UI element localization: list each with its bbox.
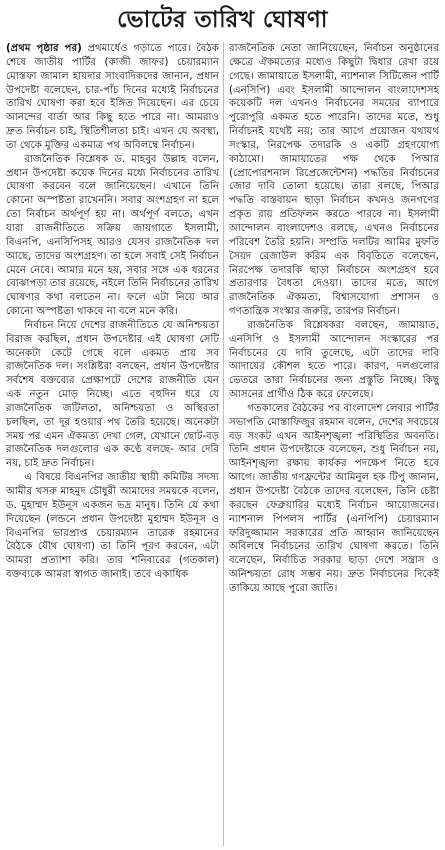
article-column-right bbox=[229, 42, 439, 846]
paragraph: রাজনৈতিক নেতা জানিয়েছেন, নির্বাচন অনুষ্ঠানের ক্ষেত্রে ঐকমত্যের মধ্যেও কিছুটা দ্বিধার রেখা রয়ে গেছে। জামায়াতে ইসলামী, ন্যাশনাল সিটিজেন পার্টি (এনসিপি) এবং ইসলামী আন্দোলন বাংলাদেশসহ কয়েকটি দল এখনও নির্বাচনের সময়ের ব্যাপারে পুরোপুরি একমত হতে পারেনি। তাদের মতে, শুধু নির্বাচনই যথেষ্ট নয়; তার আগে প্রয়োজন যথাযথ সংস্কার, নিরপেক্ষ তদারকি ও একটি গ্রহণযোগ্য কাঠামো। জামায়াতের পক্ষ থেকে পিআর (প্রোপোরশনাল রিপ্রেজেন্টেশন) পদ্ধতির নির্বাচনের জোর দাবি তোলা হয়েছে। তারা বলছে, পিআর পদ্ধতি বাস্তবায়ন ছাড়া নির্বাচন কখনও জনগণের প্রকৃত রায় প্রতিফলন করতে পারবে না। ইসলামী আন্দোলন বাংলাদেশও বলছে, এখনও নির্বাচনের পরিবেশ তৈরি হয়নি। সম্প্রতি দলটির আমির মুফতি সৈয়দ রেজাউল করিম এক বিবৃতিতে বলেছেন, নিরপেক্ষ তদারকি ছাড়া নির্বাচনে অংশগ্রহণ হবে প্রতারণার বৈধতা দেওয়া। তাদের মতে, আগে রাজনৈতিক ঐকমত্য, বিশ্বাসযোগ্য প্রশাসন ও গণতান্ত্রিক সংস্কার জরুরি, তারপর নির্বাচন। bbox=[229, 43, 439, 318]
paragraph: এ বিষয়ে বিএনপির জাতীয় স্থায়ী কমিটির সদস্য আমীর খসরু মাহমুদ চৌধুরী আমাদের সময়কে বলেন, ড. মুহাম্মদ ইউনূস একজন ভদ্র মানুষ। তিনি যে কথা দিয়েছেন (লন্ডনে প্রধান উপদেষ্টা মুহাম্মদ ইউনূস ও বিএনপির ভারপ্রাপ্ত চেয়ারম্যান তারেক রহমানের বৈঠকে যৌথ ঘোষণা) তা তিনি পূরণ করবেন, এটা আমরা প্রত্যাশা করি। তার শনিবারের (গতকাল) বক্তব্যকে আমরা স্বাগত জানাই। তবে একাধিক bbox=[6, 472, 219, 581]
continuation-tag: (প্রথম পৃষ্ঠার পর) bbox=[6, 43, 82, 54]
column-divider bbox=[223, 42, 224, 846]
article-column-left bbox=[6, 42, 219, 846]
paragraph: গতকালের বৈঠকের পর বাংলাদেশ লেবার পার্টির সভাপতি মোস্তাফিজুর রহমান বলেন, দেশের সবচেয়ে বড় সংকট এখন আইনশৃঙ্খলা পরিস্থিতির অবনতি। তিনি প্রধান উপদেষ্টাকে বলেছেন, শুধু নির্বাচন নয়, আইনশৃঙ্খলা রক্ষায় কার্যকর পদক্ষেপ নিতে হবে আগে। জাতীয় গণফ্রন্টের আমিনুল হক টিপু জানান, প্রধান উপদেষ্টা বৈঠকে তাদের বলেছেন, তিনি চেষ্টা করছেন ফেব্রুয়ারির মধ্যেই নির্বাচন আয়োজনের। ন্যাশনাল পিপলস পার্টির (এনপিপি) চেয়ারম্যান ফরিদুজ্জামান সরকারের প্রতি আহ্বান জানিয়েছেন অবিলম্বে নির্বাচনের তারিখ ঘোষণা করতে। তিনি বলেছেন, নির্বাচিত সরকার ছাড়া দেশে সন্ত্রাস ও অনিশ্চয়তা রোধ সম্ভব নয়। দ্রুত নির্বাচনের দিকেই তাকিয়ে আছে পুরো জাতি। bbox=[229, 402, 439, 594]
paragraph: রাজনৈতিক বিশ্লেষকরা বলছেন, জামায়াত, এনসিপি ও ইসলামী আন্দোলন সংস্কারের পর নির্বাচনের যে দাবি তুলেছে, এটা তাদের দাবি আদায়ের কৌশল হতে পারে। কারণ, দলগুলোর ভেতরে তারা নির্বাচনের জন্য প্রস্তুতি নিচ্ছে। কিছু আসনের প্রার্থীও ঠিক করে ফেলেছে। bbox=[229, 319, 439, 401]
paragraph-text: প্রথমার্ধেও গড়াতে পারে। বৈঠক শেষে জাতীয় পার্টির (কাজী জাফর) চেয়ারম্যান মোস্তফা জামাল হায়দার সাংবাদিকদের জানান, প্রধান উপদেষ্টা বলেছেন, চার-পাঁচ দিনের মধ্যেই নির্বাচনের তারিখ ঘোষণা করা হবে ইঙ্গিত দিয়েছেন। এর চেয়ে আনন্দের বার্তা আর কিছু হতে পারে না। আমরাও দ্রুত নির্বাচন চাই, স্থিতিশীলতা চাই। এখন যে অবস্থা, তা থেকে মুক্তির একমাত্র পথ অবিলম্বে নির্বাচন। bbox=[6, 43, 219, 151]
headline: ভোটের তারিখ ঘোষণা bbox=[117, 5, 328, 33]
paragraph: রাজনৈতিক বিশ্লেষক ড. মাহবুব উল্লাহ বলেন, প্রধান উপদেষ্টা কয়েক দিনের মধ্যে নির্বাচনের তারিখ ঘোষণা করবেন বলে জানিয়েছেন। এখানে তিনি কোনো অস্পষ্টতা রাখেননি। সবার অংশগ্রহণ না হলে তো নির্বাচন অর্থপূর্ণ হয় না। অর্থপূর্ণ বলতে, এখন যারা রাজনীতিতে সক্রিয় জায়গাতে ইসলামী, বিএনপি, এনসিপিসহ আরও যেসব রাজনৈতিক দল আছে, তাদের অংশগ্রহণ। তা হলে সবাই সেই নির্বাচন মেনে নেবে। আমার মনে হয়, সবার সঙ্গে এক ধরনের বোঝাপড়া তার রয়েছে, নইলে তিনি নির্বাচনের তারিখ ঘোষণার কথা বলতেন না। ফলে এটা নিয়ে আর কোনো অস্পষ্টতা থাকবে না বলে মনে করি। bbox=[6, 153, 219, 318]
paragraph: নির্বাচন নিয়ে দেশের রাজনীতিতে যে অনিশ্চয়তা বিরাজ করছিল, প্রধান উপদেষ্টার এই ঘোষণা সেটি অনেকটা কেটে গেছে বলে একমত প্রায় সব রাজনৈতিক দল। সংশ্লিষ্টরা বলছেন, প্রধান উপদেষ্টার সর্বশেষ বক্তব্যের প্রেক্ষাপটে দেশের রাজনীতি যেন এক নতুন মোড় নিচ্ছে। এতে বহুদিন ধরে যে রাজনৈতিক জটিলতা, অনিশ্চয়তা ও অস্থিরতা চলছিল, তা দূর হওয়ার পথ তৈরি হয়েছে। অনেকটা সময় পর এমন ঐকমত্য দেখা গেল, যেখানে ছোট-বড় রাজনৈতিক দলগুলোর এক কণ্ঠে বলছে- আর দেরি নয়, চাই দ্রুত নির্বাচন। bbox=[6, 319, 219, 470]
paragraph bbox=[6, 42, 219, 153]
